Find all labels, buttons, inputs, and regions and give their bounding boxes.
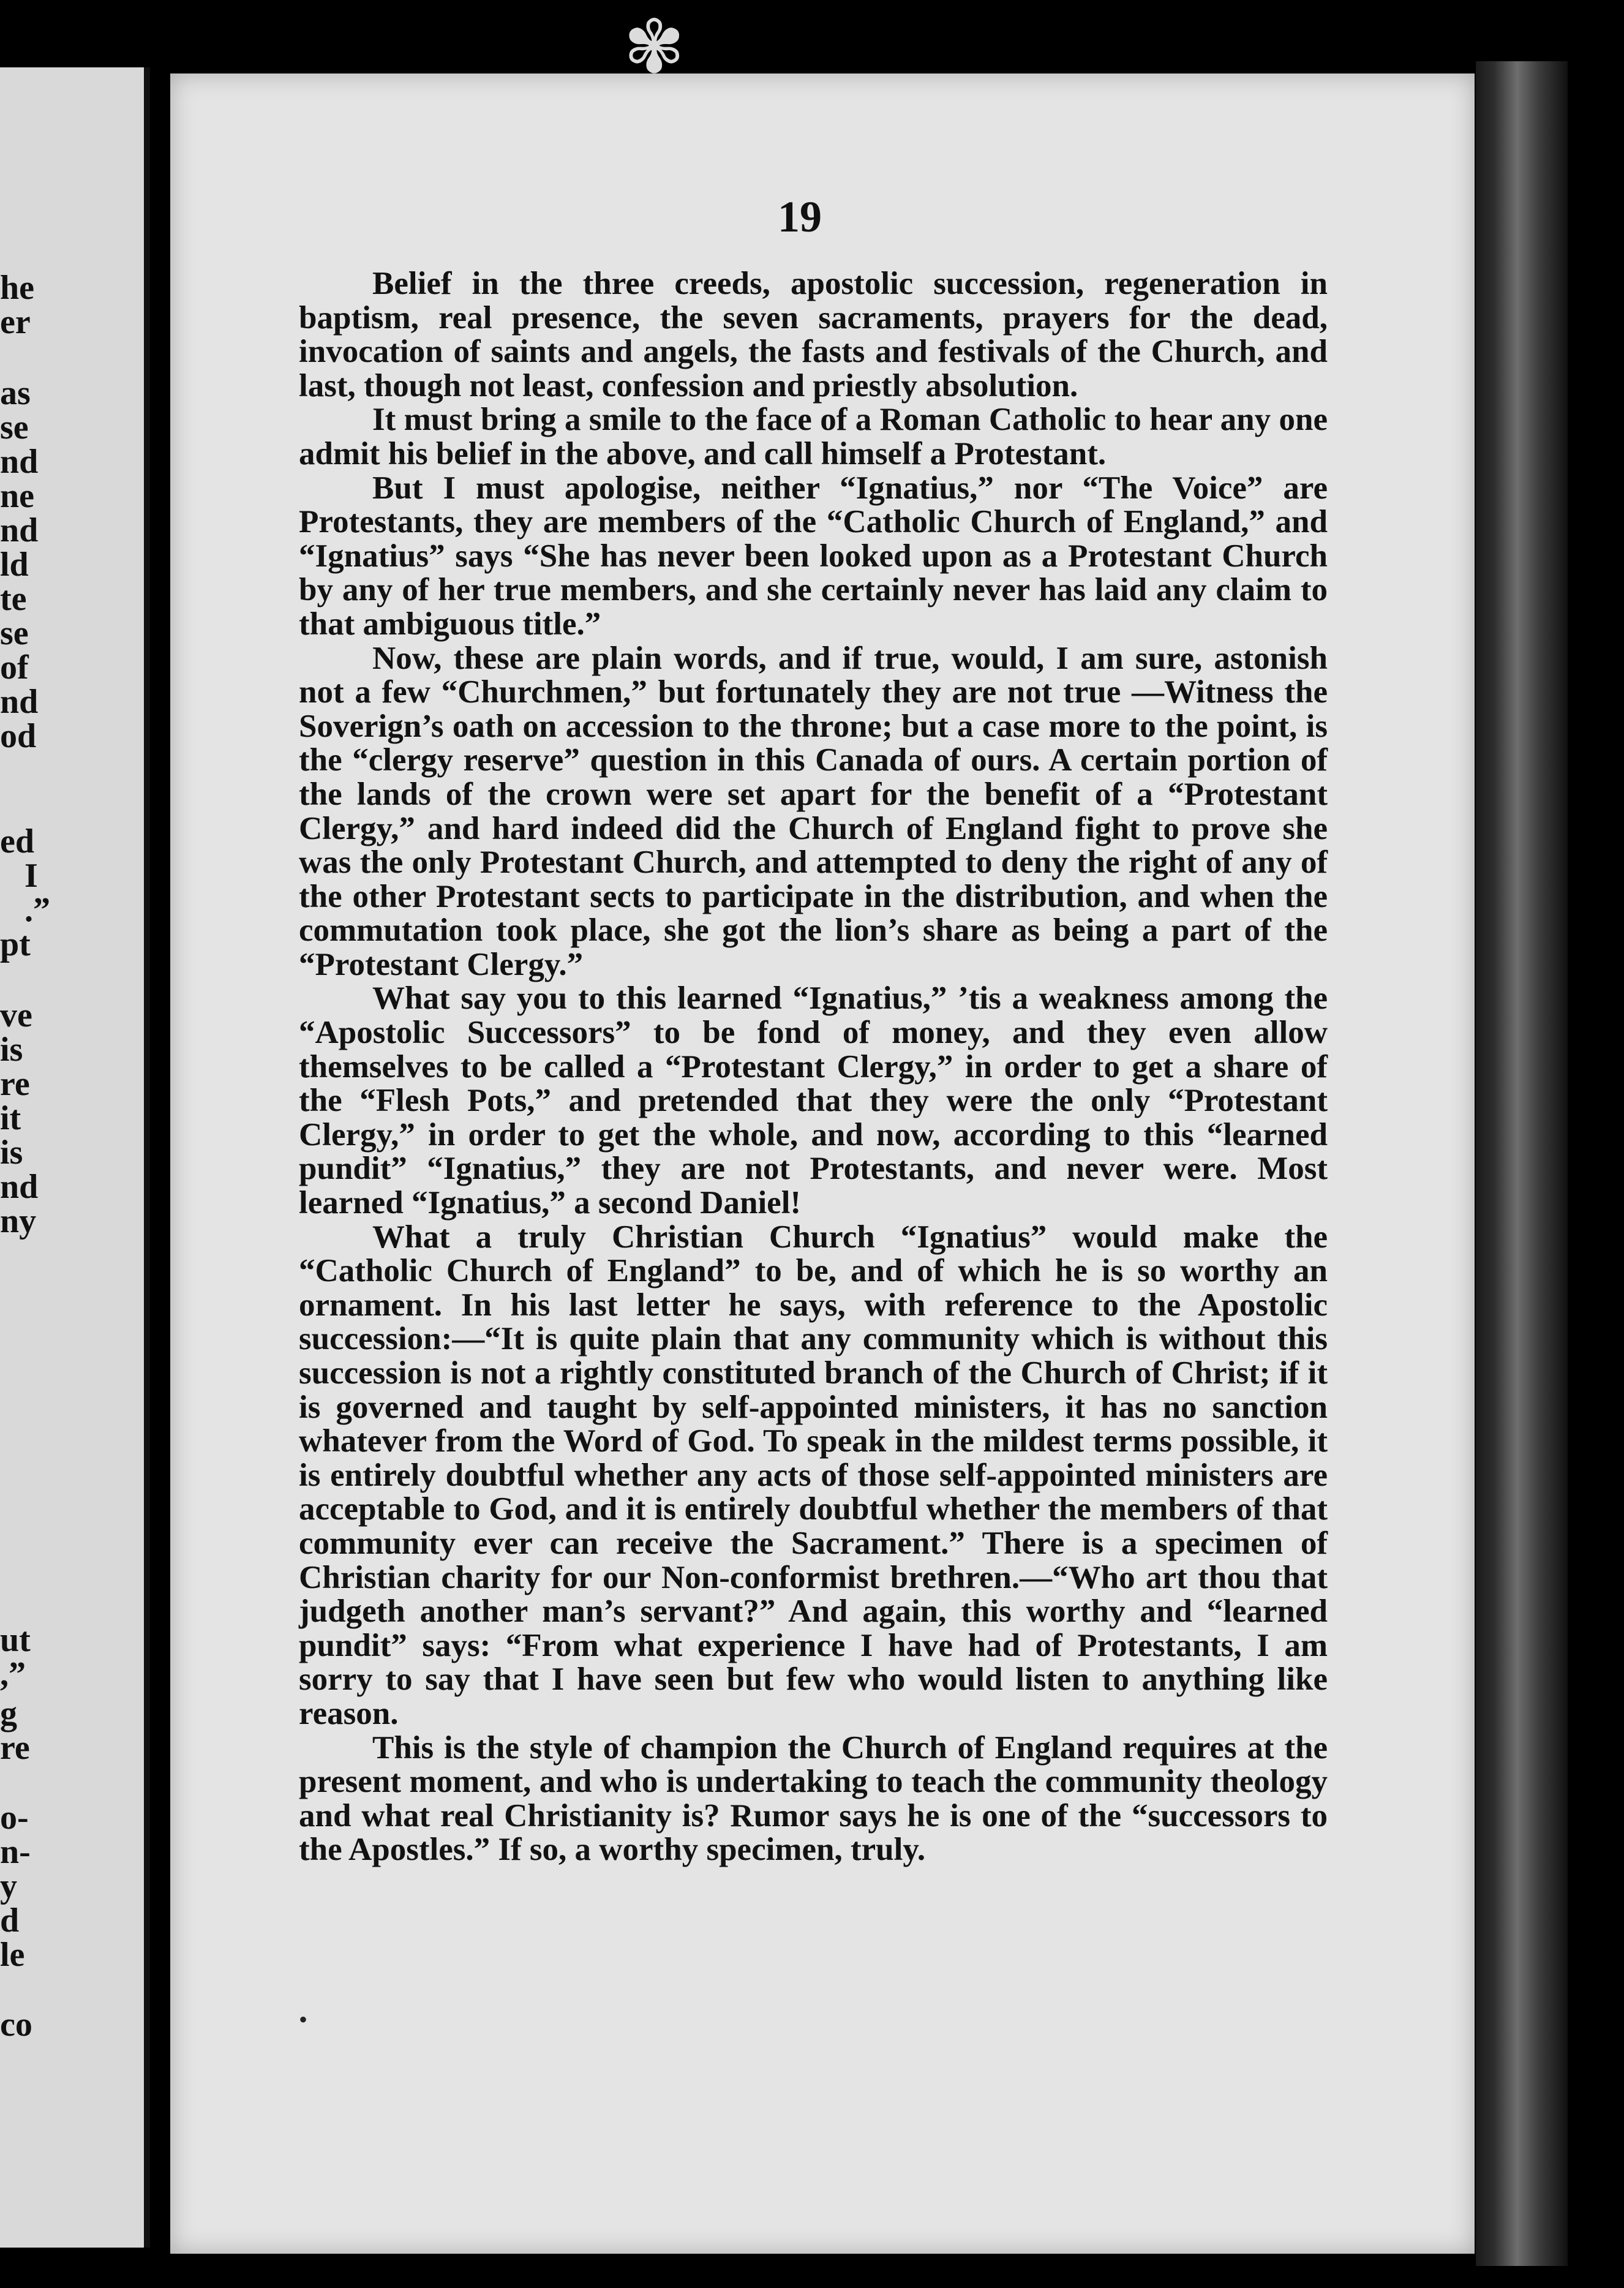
- page-text: [299, 267, 1328, 1867]
- previous-page-edge: [0, 67, 150, 2248]
- paragraph: Belief in the three creeds, apostolic succession, regeneration in baptism, real presence, the seven sacraments, prayers for the dead, invocation of saints and angels, the fasts and festivals of the Church, and last, though not least, confession and priestly absolution.: [299, 266, 1328, 404]
- paragraph: Now, these are plain words, and if true, would, I am sure, astonish not a few “Churchmen,” but fortunately they are not true —Witness the Soverign’s oath on accession to the throne; but a case more to the point, is the “clergy reserve” question in this Canada of ours. A certain portion of the lands of the crown were set apart for the benefit of a “Protestant Clergy,” and hard indeed did the Church of England fight to prove she was the only Protestant Church, and attempted to deny the right of any of the other Protestant sects to participate in the distribution, and when the commutation took place, she got the lion’s share as being a part of the “Protestant Clergy.”: [299, 640, 1328, 982]
- left-page-fragment: .”: [24, 891, 50, 929]
- left-page-fragment: ed: [0, 822, 34, 860]
- page-stack-edge: [1476, 61, 1568, 2266]
- left-page-fragment: ne: [0, 477, 34, 515]
- left-page-fragment: d: [0, 1902, 20, 1940]
- left-page-fragment: se: [0, 408, 29, 446]
- left-page-fragment: le: [0, 1936, 25, 1974]
- left-page-fragment: n-: [0, 1833, 31, 1871]
- left-page-fragment: it: [0, 1099, 21, 1137]
- left-page-fragment: ny: [0, 1202, 37, 1240]
- left-page-fragment: re: [0, 1065, 30, 1103]
- left-page-fragment: er: [0, 303, 31, 341]
- page-number: 19: [778, 192, 822, 241]
- left-page-fragment: nd: [0, 1168, 39, 1206]
- left-page-fragment: of: [0, 649, 29, 687]
- left-page-fragment: he: [0, 269, 34, 307]
- left-page-fragment: ld: [0, 546, 29, 584]
- left-page-fragment: ,”: [0, 1655, 26, 1693]
- left-page-fragment: se: [0, 614, 29, 652]
- left-page-fragment: nd: [0, 443, 39, 481]
- left-page-fragment: re: [0, 1729, 30, 1767]
- ornament-icon: ✾: [623, 7, 685, 88]
- left-page-fragment: nd: [0, 683, 39, 721]
- left-page-fragment: nd: [0, 511, 39, 549]
- left-page-fragment: as: [0, 374, 31, 412]
- left-page-fragment: te: [0, 580, 27, 618]
- paragraph: What a truly Christian Church “Ignatius” would make the “Catholic Church of England” to be, and of which he is so worthy an ornament. In his last letter he says, with reference to the Apostolic succession:—“It is quite plain that any community which is without this succession is not a rightly constituted branch of the Church of Christ; if it is governed and taught by self-appointed ministers, it has no sanction whatever from the Word of God. To speak in the mildest terms possible, it is entirely doubtful whether any acts of those self-appointed ministers are acceptable to God, and it is entirely doubtful whether the members of that community ever can receive the Sacrament.” There is a specimen of Christian charity for our Non-conformist brethren.—“Who art thou that judgeth another man’s servant?” And again, this worthy and “learned pundit” says: “From what experience I have had of Protestants, I am sorry to say that I have seen but few who would listen to anything like reason.: [299, 1219, 1328, 1731]
- paragraph: It must bring a smile to the face of a Roman Catholic to hear any one admit his belief in the above, and call himself a Protestant.: [299, 402, 1328, 472]
- left-page-fragment: o-: [0, 1799, 29, 1837]
- left-page-fragment: is: [0, 1134, 23, 1172]
- left-page-fragment: is: [0, 1031, 23, 1069]
- paragraph: This is the style of champion the Church of England requires at the present moment, and who is undertaking to teach the community theology and what real Christianity is? Rumor says he is one of the “successors to the Apostles.” If so, a worthy specimen, truly.: [299, 1729, 1328, 1868]
- left-page-fragment: I: [24, 857, 38, 895]
- left-page-fragment: ve: [0, 996, 32, 1034]
- left-page-fragment: y: [0, 1867, 17, 1905]
- paragraph: What say you to this learned “Ignatius,” ’tis a weakness among the “Apostolic Successors” to be fond of money, and they even allow themselves to be called a “Protestant Clergy,” in order to get a share of the “Flesh Pots,” and pretended that they were the only “Protestant Clergy,” in order to get the whole, and now, according to this “learned pundit” “Ignatius,” they are not Protestants, and never were. Most learned “Ignatius,” a second Daniel!: [299, 980, 1328, 1221]
- left-page-fragment: co: [0, 2006, 32, 2044]
- left-page-fragment: od: [0, 717, 37, 755]
- paragraph: But I must apologise, neither “Ignatius,” nor “The Voice” are Protestants, they are members of the “Catholic Church of England,” and “Ignatius” says “She has never been looked upon as a Protestant Church by any of her true members, and she certainly never has laid any claim to that ambiguous title.”: [299, 470, 1328, 642]
- left-page-fragment: g: [0, 1695, 17, 1733]
- left-page-fragment: pt: [0, 925, 31, 963]
- left-page-fragment: ut: [0, 1621, 31, 1659]
- bullet-mark: •: [299, 2006, 308, 2033]
